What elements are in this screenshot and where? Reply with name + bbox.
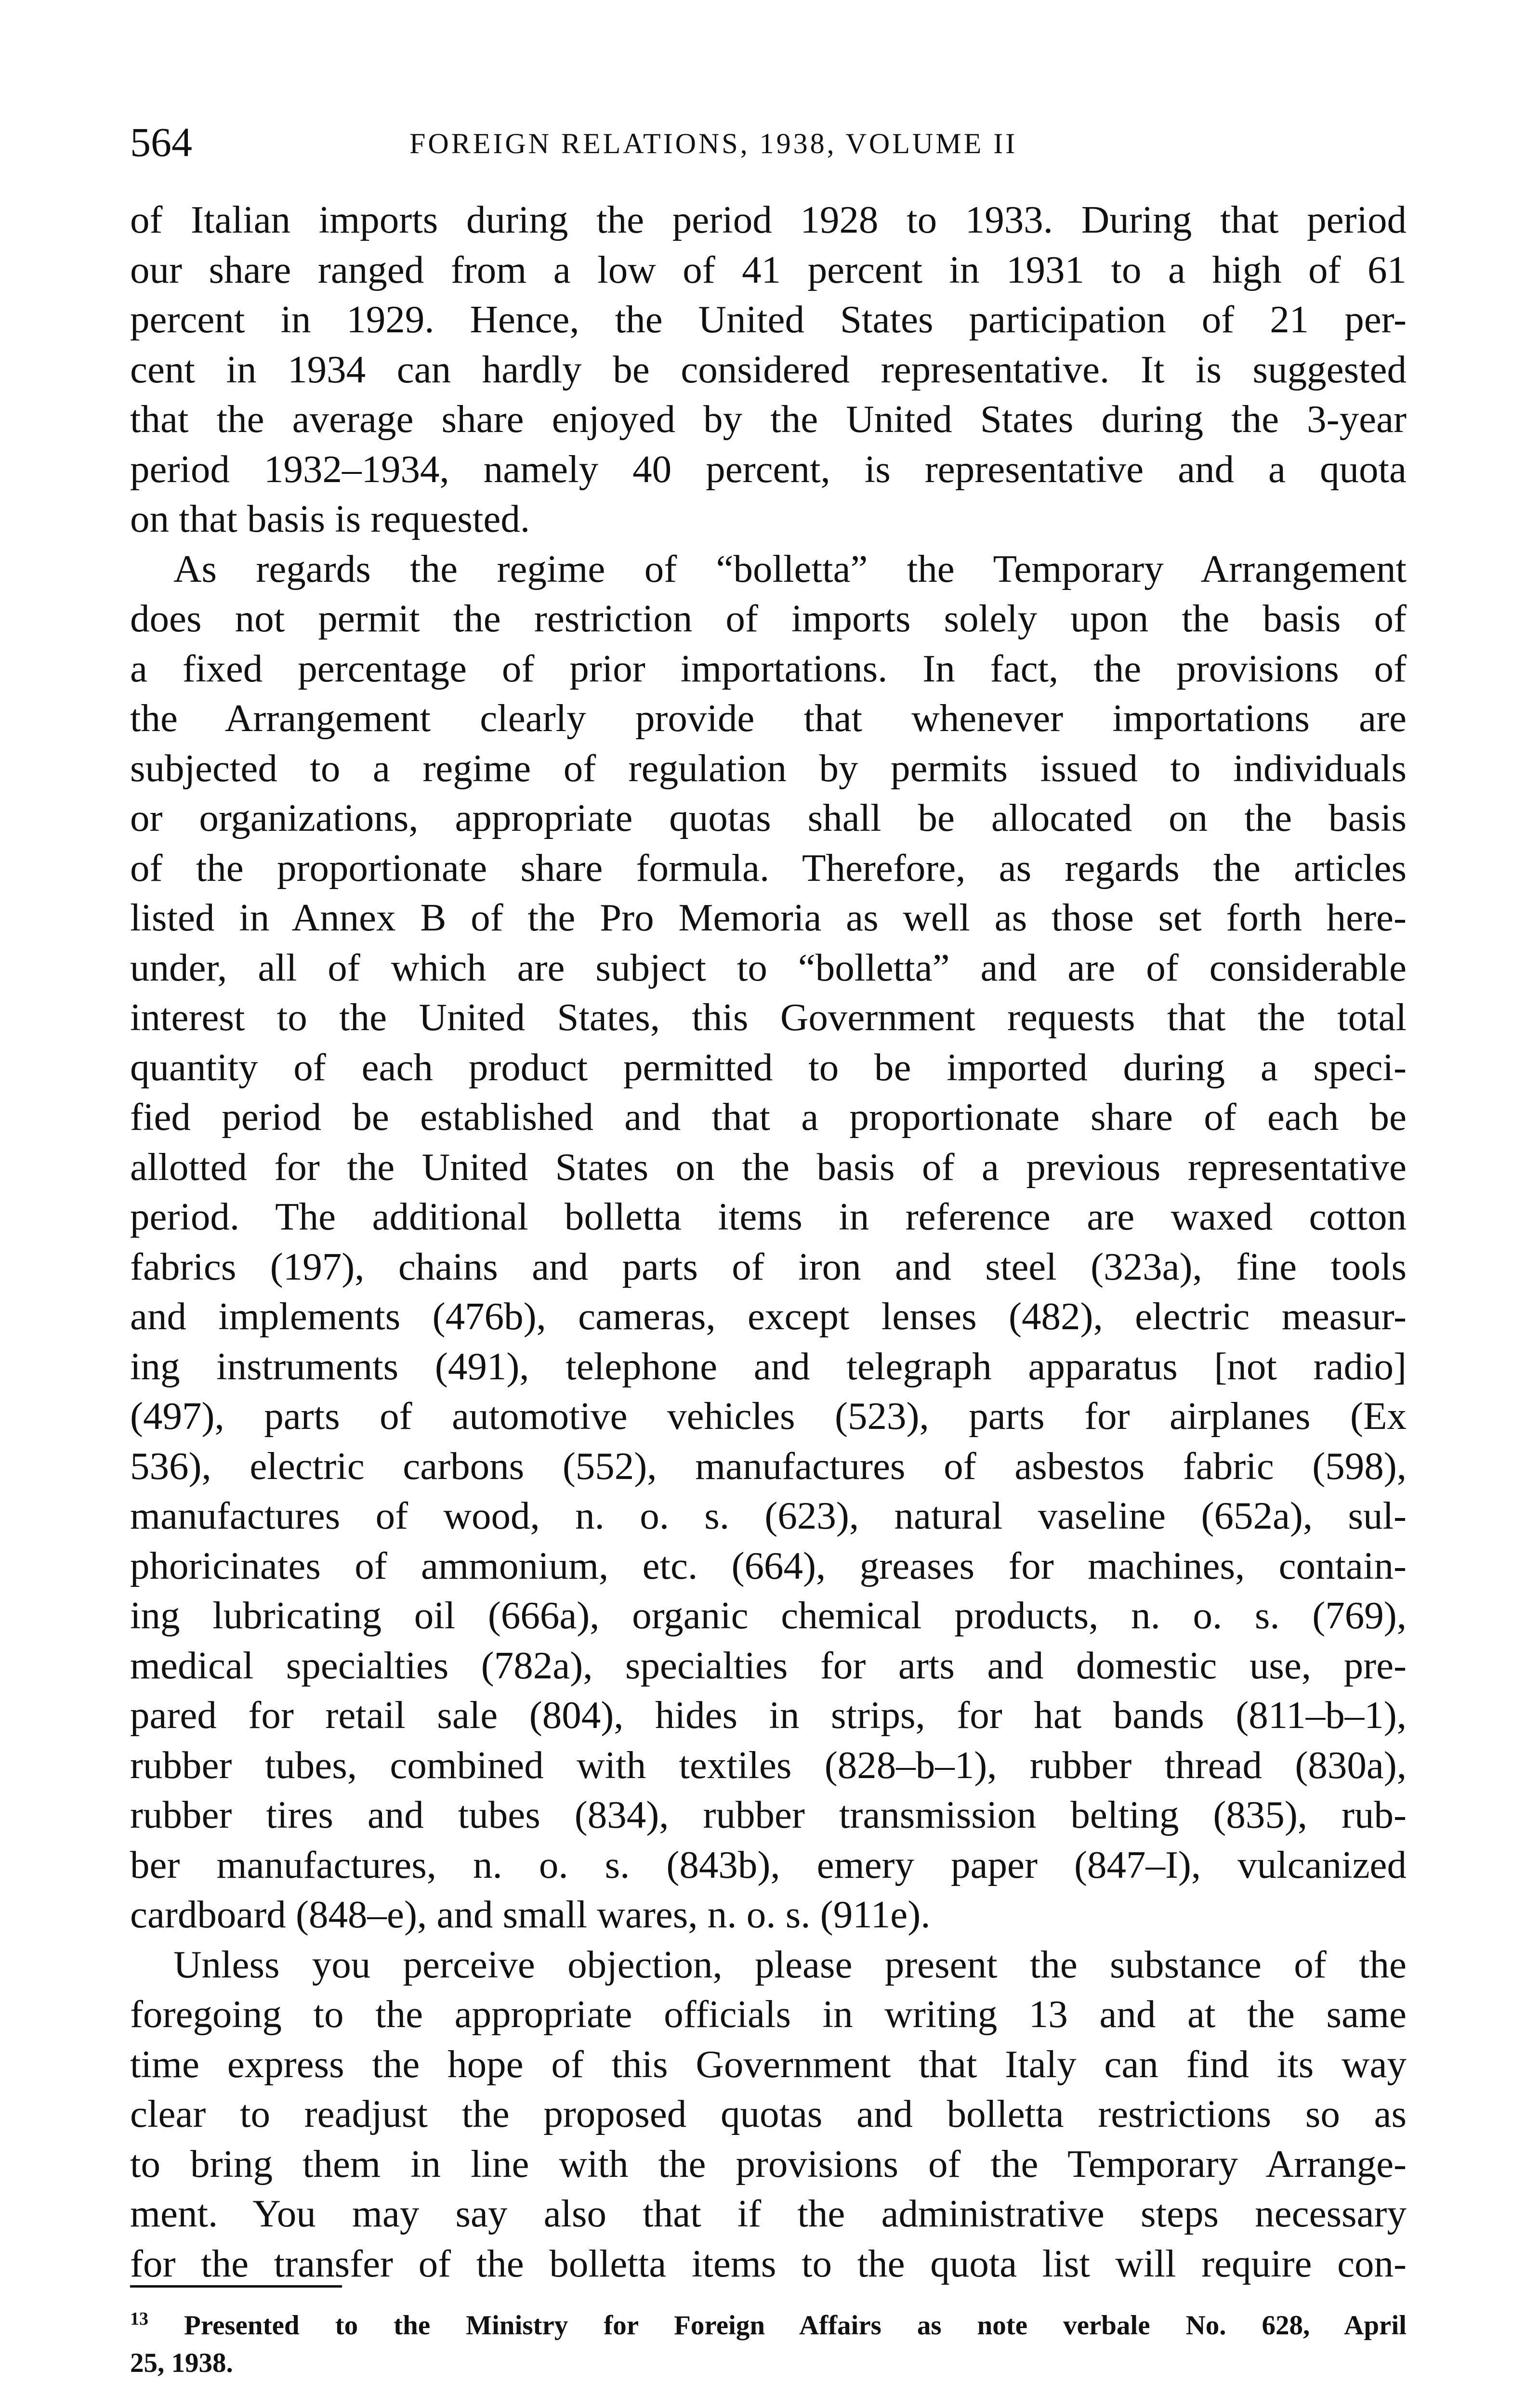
text-line: to bring them in line with the provisions of the Temporary Arrange- xyxy=(130,2142,1407,2186)
text-line: that the average share enjoyed by the United States during the 3-year xyxy=(130,397,1407,441)
text-line: rubber tires and tubes (834), rubber transmission belting (835), rub- xyxy=(130,1793,1407,1836)
footnote-divider xyxy=(130,2285,342,2288)
text-line: percent in 1929. Hence, the United States participation of 21 per- xyxy=(130,298,1407,341)
text-line: 536), electric carbons (552), manufactures of asbestos fabric (598), xyxy=(130,1444,1407,1488)
paragraph-start-line: As regards the regime of “bolletta” the Temporary Arrangement xyxy=(173,547,1407,590)
text-line: ber manufactures, n. o. s. (843b), emery paper (847–I), vulcanized xyxy=(130,1843,1407,1886)
text-line: (497), parts of automotive vehicles (523), parts for airplanes (Ex xyxy=(130,1394,1407,1438)
text-line: medical specialties (782a), specialties for arts and domestic use, pre- xyxy=(130,1643,1407,1687)
footnote-text: Presented to the Ministry for Foreign Affairs as note verbale No. 628, April xyxy=(184,2310,1407,2341)
running-head-title: FOREIGN RELATIONS, 1938, VOLUME II xyxy=(409,128,1018,159)
text-line: listed in Annex B of the Pro Memoria as well as those set forth here- xyxy=(130,896,1407,939)
running-head xyxy=(130,116,1407,169)
text-line: pared for retail sale (804), hides in strips, for hat bands (811–b–1), xyxy=(130,1693,1407,1737)
text-line: cardboard (848–e), and small wares, n. o. s. (911e). xyxy=(130,1893,931,1936)
page-number: 564 xyxy=(130,119,192,165)
text-line: phoricinates of ammonium, etc. (664), greases for machines, contain- xyxy=(130,1544,1407,1587)
text-line: rubber tubes, combined with textiles (828–b–1), rubber thread (830a), xyxy=(130,1743,1407,1787)
text-line: fabrics (197), chains and parts of iron and steel (323a), fine tools xyxy=(130,1244,1407,1288)
footnote-marker: 13 xyxy=(130,2309,148,2329)
footnote-line: 25, 1938. xyxy=(130,2348,233,2378)
text-line: foregoing to the appropriate officials in writing 13 and at the same xyxy=(130,1992,1407,2036)
paragraph-start-line: Unless you perceive objection, please present the substance of the xyxy=(173,1942,1407,1986)
text-line: ing instruments (491), telephone and telegraph apparatus [not radio] xyxy=(130,1344,1407,1388)
footnote xyxy=(130,2307,1407,2382)
text-line: period 1932–1934, namely 40 percent, is representative and a quota xyxy=(130,447,1407,491)
text-line: of the proportionate share formula. Therefore, as regards the articles xyxy=(130,846,1407,890)
text-line: a fixed percentage of prior importations. In fact, the provisions of xyxy=(130,646,1407,690)
text-line: of Italian imports during the period 1928 to 1933. During that period xyxy=(130,198,1407,241)
text-line: period. The additional bolletta items in reference are waxed cotton xyxy=(130,1195,1407,1238)
text-line: interest to the United States, this Government requests that the total xyxy=(130,995,1407,1039)
body-text xyxy=(130,195,1407,2289)
text-line: quantity of each product permitted to be imported during a speci- xyxy=(130,1045,1407,1089)
text-line: our share ranged from a low of 41 percent in 1931 to a high of 61 xyxy=(130,248,1407,291)
text-line: subjected to a regime of regulation by permits issued to individuals xyxy=(130,746,1407,790)
text-line: does not permit the restriction of imports solely upon the basis of xyxy=(130,597,1407,640)
text-line: and implements (476b), cameras, except lenses (482), electric measur- xyxy=(130,1295,1407,1338)
text-line: ment. You may say also that if the administrative steps necessary xyxy=(130,2192,1407,2235)
footnote-line xyxy=(130,2307,1407,2344)
text-line: fied period be established and that a proportionate share of each be xyxy=(130,1095,1407,1139)
text-line: allotted for the United States on the basis of a previous representative xyxy=(130,1145,1407,1189)
text-line: cent in 1934 can hardly be considered representative. It is suggested xyxy=(130,347,1407,391)
text-line: the Arrangement clearly provide that whenever importations are xyxy=(130,696,1407,740)
text-line: on that basis is requested. xyxy=(130,497,530,540)
text-line: under, all of which are subject to “bolletta” and are of considerable xyxy=(130,945,1407,989)
text-line: time express the hope of this Government that Italy can find its way xyxy=(130,2042,1407,2086)
text-line: ing lubricating oil (666a), organic chemical products, n. o. s. (769), xyxy=(130,1594,1407,1637)
text-line: or organizations, appropriate quotas shall be allocated on the basis xyxy=(130,796,1407,839)
text-line: for the transfer of the bolletta items to the quota list will require con- xyxy=(130,2241,1407,2285)
text-line: manufactures of wood, n. o. s. (623), natural vaseline (652a), sul- xyxy=(130,1494,1407,1537)
text-line: clear to readjust the proposed quotas and bolletta restrictions so as xyxy=(130,2092,1407,2135)
